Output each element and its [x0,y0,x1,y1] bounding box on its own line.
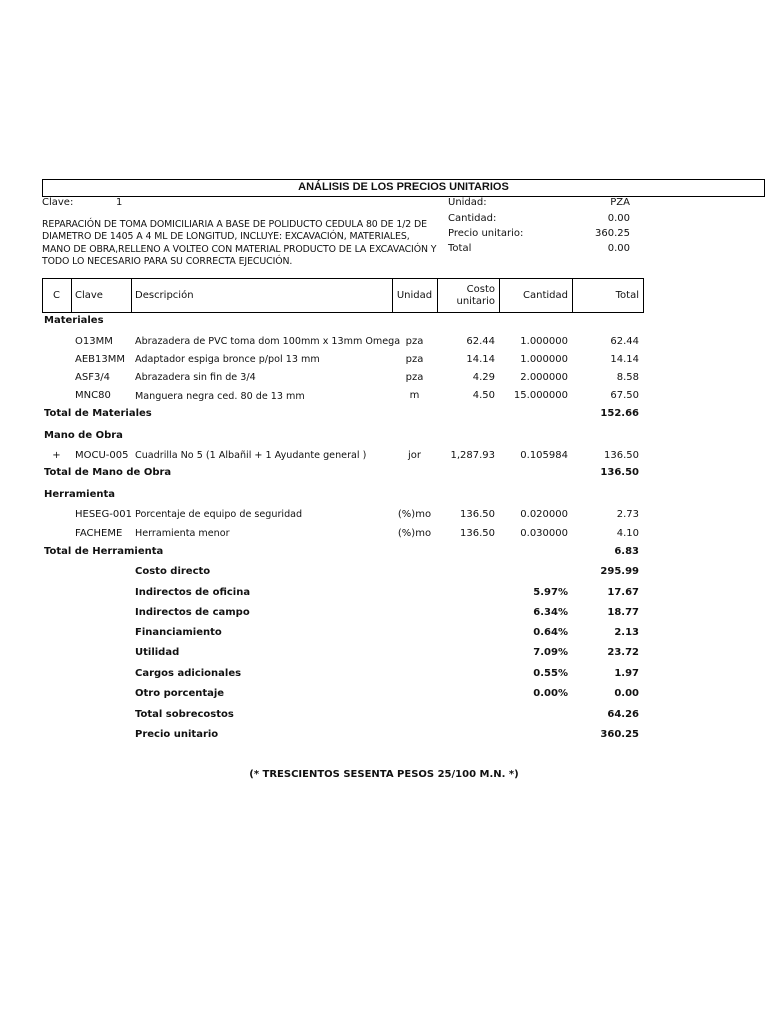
amount-in-words: (* TRESCIENTOS SESENTA PESOS 25/100 M.N. *) [249,769,519,780]
total-materiales-value: 152.66 [600,408,639,419]
col-descripcion: Descripción [135,290,194,301]
summary-value: 17.67 [607,587,639,598]
row-total: 14.14 [610,354,639,365]
col-costo-2: unitario [456,296,495,307]
row-costo: 1,287.93 [450,450,495,461]
row-cantidad: 2.000000 [520,372,568,383]
precio-unitario-value: 360.25 [595,228,630,239]
row-clave: HESEG-001 [75,509,132,520]
summary-label: Total sobrecostos [135,709,234,720]
row-desc: Herramienta menor [135,528,230,539]
row-total: 2.73 [616,509,639,520]
total-label: Total [448,243,472,254]
col-divider [71,278,72,313]
summary-label: Otro porcentaje [135,688,225,699]
section-heading-herramienta: Herramienta [44,489,116,500]
total-mano-obra-label: Total de Mano de Obra [44,467,172,478]
row-cantidad: 1.000000 [520,354,568,365]
col-divider [131,278,132,313]
row-costo: 4.50 [472,390,495,401]
summary-pct: 0.55% [533,668,568,679]
row-c: + [52,450,61,461]
summary-value: 295.99 [600,566,639,577]
col-cantidad: Cantidad [523,290,568,301]
summary-value: 18.77 [607,607,639,618]
summary-value: 0.00 [614,688,639,699]
total-herramienta-value: 6.83 [614,546,639,557]
summary-label: Indirectos de campo [135,607,250,618]
summary-value: 64.26 [607,709,639,720]
summary-value: 2.13 [614,627,639,638]
summary-label: Costo directo [135,566,211,577]
row-clave: MNC80 [75,390,111,401]
row-cantidad: 0.020000 [520,509,568,520]
row-total: 67.50 [610,390,639,401]
summary-pct: 6.34% [533,607,568,618]
row-desc: Manguera negra ced. 80 de 13 mm [135,391,305,402]
summary-label: Utilidad [135,647,180,658]
row-clave: O13MM [75,336,113,347]
total-materiales-label: Total de Materiales [44,408,152,419]
total-herramienta-label: Total de Herramienta [44,546,164,557]
clave-label: Clave: [42,197,74,208]
row-unidad: (%)mo [397,509,432,520]
row-costo: 62.44 [466,336,495,347]
unidad-label: Unidad: [448,197,487,208]
col-total: Total [615,290,639,301]
row-cantidad: 1.000000 [520,336,568,347]
summary-label: Indirectos de oficina [135,587,251,598]
total-value: 0.00 [607,243,630,254]
row-desc: Abrazadera de PVC toma dom 100mm x 13mm Omega [135,336,401,347]
row-unidad: jor [407,450,421,461]
section-heading-materiales: Materiales [44,315,104,326]
total-mano-obra-value: 136.50 [600,467,639,478]
row-total: 62.44 [610,336,639,347]
summary-label: Cargos adicionales [135,668,242,679]
row-desc: Abrazadera sin fin de 3/4 [135,372,256,383]
summary-pct: 0.64% [533,627,568,638]
col-unidad: Unidad [396,290,433,301]
row-desc: Porcentaje de equipo de seguridad [135,509,303,520]
row-unidad: pza [405,354,424,365]
row-desc: Cuadrilla No 5 (1 Albañil + 1 Ayudante general ) [135,450,367,461]
row-costo: 136.50 [460,509,495,520]
row-clave: AEB13MM [75,354,125,365]
row-clave: ASF3/4 [75,372,111,383]
col-c: C [53,290,60,301]
concept-description: REPARACIÓN DE TOMA DOMICILIARIA A BASE DE POLIDUCTO CEDULA 80 DE 1/2 DE DIAMETRO DE 1405 A 4 ML DE LONGITUD, INCLUYE: EXCAVACIÓN, MATERIALES, MANO DE OBRA,RELLENO A VOLTEO CON MATERIAL PRODUCTO DE LA EXCAVACIÓN Y TODO LO NECESARIO PARA SU CORRECTA EJECUCIÓN. [42,219,437,268]
row-cantidad: 15.000000 [513,390,568,401]
summary-label: Precio unitario [135,729,219,740]
section-heading-mano-obra: Mano de Obra [44,430,123,441]
row-costo: 4.29 [472,372,495,383]
summary-value: 360.25 [600,729,639,740]
clave-value: 1 [116,197,123,208]
row-unidad: pza [405,372,424,383]
row-total: 8.58 [616,372,639,383]
row-clave: MOCU-005 [75,450,129,461]
summary-pct: 5.97% [533,587,568,598]
summary-pct: 0.00% [533,688,568,699]
cantidad-value: 0.00 [607,213,630,224]
summary-value: 23.72 [607,647,639,658]
row-desc: Adaptador espiga bronce p/pol 13 mm [135,354,320,365]
summary-label: Financiamiento [135,627,222,638]
unidad-value: PZA [610,197,630,208]
row-unidad: pza [405,336,424,347]
col-costo-1: Costo [466,284,495,295]
summary-pct: 7.09% [533,647,568,658]
page-title: ANÁLISIS DE LOS PRECIOS UNITARIOS [298,181,509,193]
row-costo: 14.14 [466,354,495,365]
precio-unitario-label: Precio unitario: [448,228,524,239]
row-unidad: (%)mo [397,528,432,539]
row-costo: 136.50 [460,528,495,539]
row-cantidad: 0.105984 [520,450,568,461]
row-total: 4.10 [616,528,639,539]
row-unidad: m [409,390,420,401]
cantidad-label: Cantidad: [448,213,497,224]
col-clave: Clave [75,290,103,301]
row-total: 136.50 [604,450,639,461]
row-clave: FACHEME [75,528,123,539]
summary-value: 1.97 [614,668,639,679]
row-cantidad: 0.030000 [520,528,568,539]
